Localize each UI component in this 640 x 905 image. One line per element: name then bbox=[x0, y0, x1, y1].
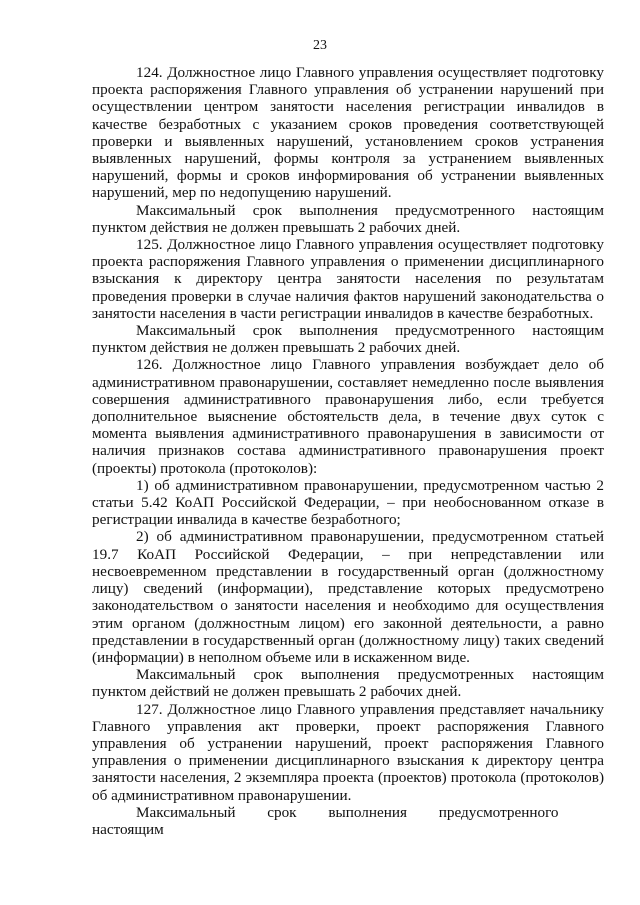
paragraph-124: 124. Должностное лицо Главного управления осуществляет подготовку проекта распоряжения Главного управления об устранении нарушений при осуществлении центром занятости населения регистрации инвалидов в качестве безработных с указанием сроков проведения соответствующей проверки и выявленных нарушений, установлением сроков устранения выявленных нарушений, формы контроля за устранением выявленных нарушений, формы и сроков информирования об устранении выявленных нарушений, мер по недопущению нарушений. bbox=[92, 64, 604, 202]
paragraph-126-deadline: Максимальный срок выполнения предусмотренных настоящим пунктом действий не должен превышать 2 рабочих дней. bbox=[92, 666, 604, 701]
page-number: 23 bbox=[313, 38, 327, 53]
paragraph-126-item-2: 2) об административном правонарушении, предусмотренном статьей 19.7 КоАП Российской Федерации, – при непредставлении или несвоевременном представлении в государственный орган (должностному лицу) сведений (информации), представление которых предусмотрено законодательством о занятости населения и необходимо для осуществления этим органом (должностным лицом) его законной деятельности, а равно представлении в государственный орган (должностному лицу) таких сведений (информации) в неполном объеме или в искаженном виде. bbox=[92, 528, 604, 666]
paragraph-124-deadline: Максимальный срок выполнения предусмотренного настоящим пунктом действия не должен превышать 2 рабочих дней. bbox=[92, 201, 604, 236]
paragraph-126: 126. Должностное лицо Главного управления возбуждает дело об административном правонарушении, составляет немедленно после выявления совершения административного правонарушения либо, если требуется дополнительное выяснение обстоятельств дела, в течение двух суток с момента выявления административного правонарушения в зависимости от наличия признаков состава административного правонарушения проект (проекты) протокола (протоколов): bbox=[92, 356, 604, 477]
paragraph-126-item-1: 1) об административном правонарушении, предусмотренном частью 2 статьи 5.42 КоАП Российской Федерации, – при необоснованном отказе в регистрации инвалида в качестве безработного; bbox=[92, 476, 604, 529]
paragraph-127: 127. Должностное лицо Главного управления представляет начальнику Главного управления акт проверки, проект распоряжения Главного управления об устранении нарушений, проект распоряжения Главного управления о применении дисциплинарного взыскания к директору центра занятости населения, 2 экземпляра проекта (проектов) протокола (протоколов) об административном правонарушении. bbox=[92, 700, 604, 804]
paragraph-127-deadline: Максимальный срок выполнения предусмотренного настоящим bbox=[92, 803, 559, 838]
paragraph-125-deadline: Максимальный срок выполнения предусмотренного настоящим пунктом действия не должен превышать 2 рабочих дней. bbox=[92, 322, 604, 357]
paragraph-125: 125. Должностное лицо Главного управления осуществляет подготовку проекта распоряжения Главного управления о применении дисциплинарного взыскания к директору центра занятости населения по результатам проведения проверки в случае наличия фактов нарушений законодательства о занятости населения в части регистрации инвалидов в качестве безработных. bbox=[92, 236, 604, 322]
document-body bbox=[92, 64, 604, 838]
